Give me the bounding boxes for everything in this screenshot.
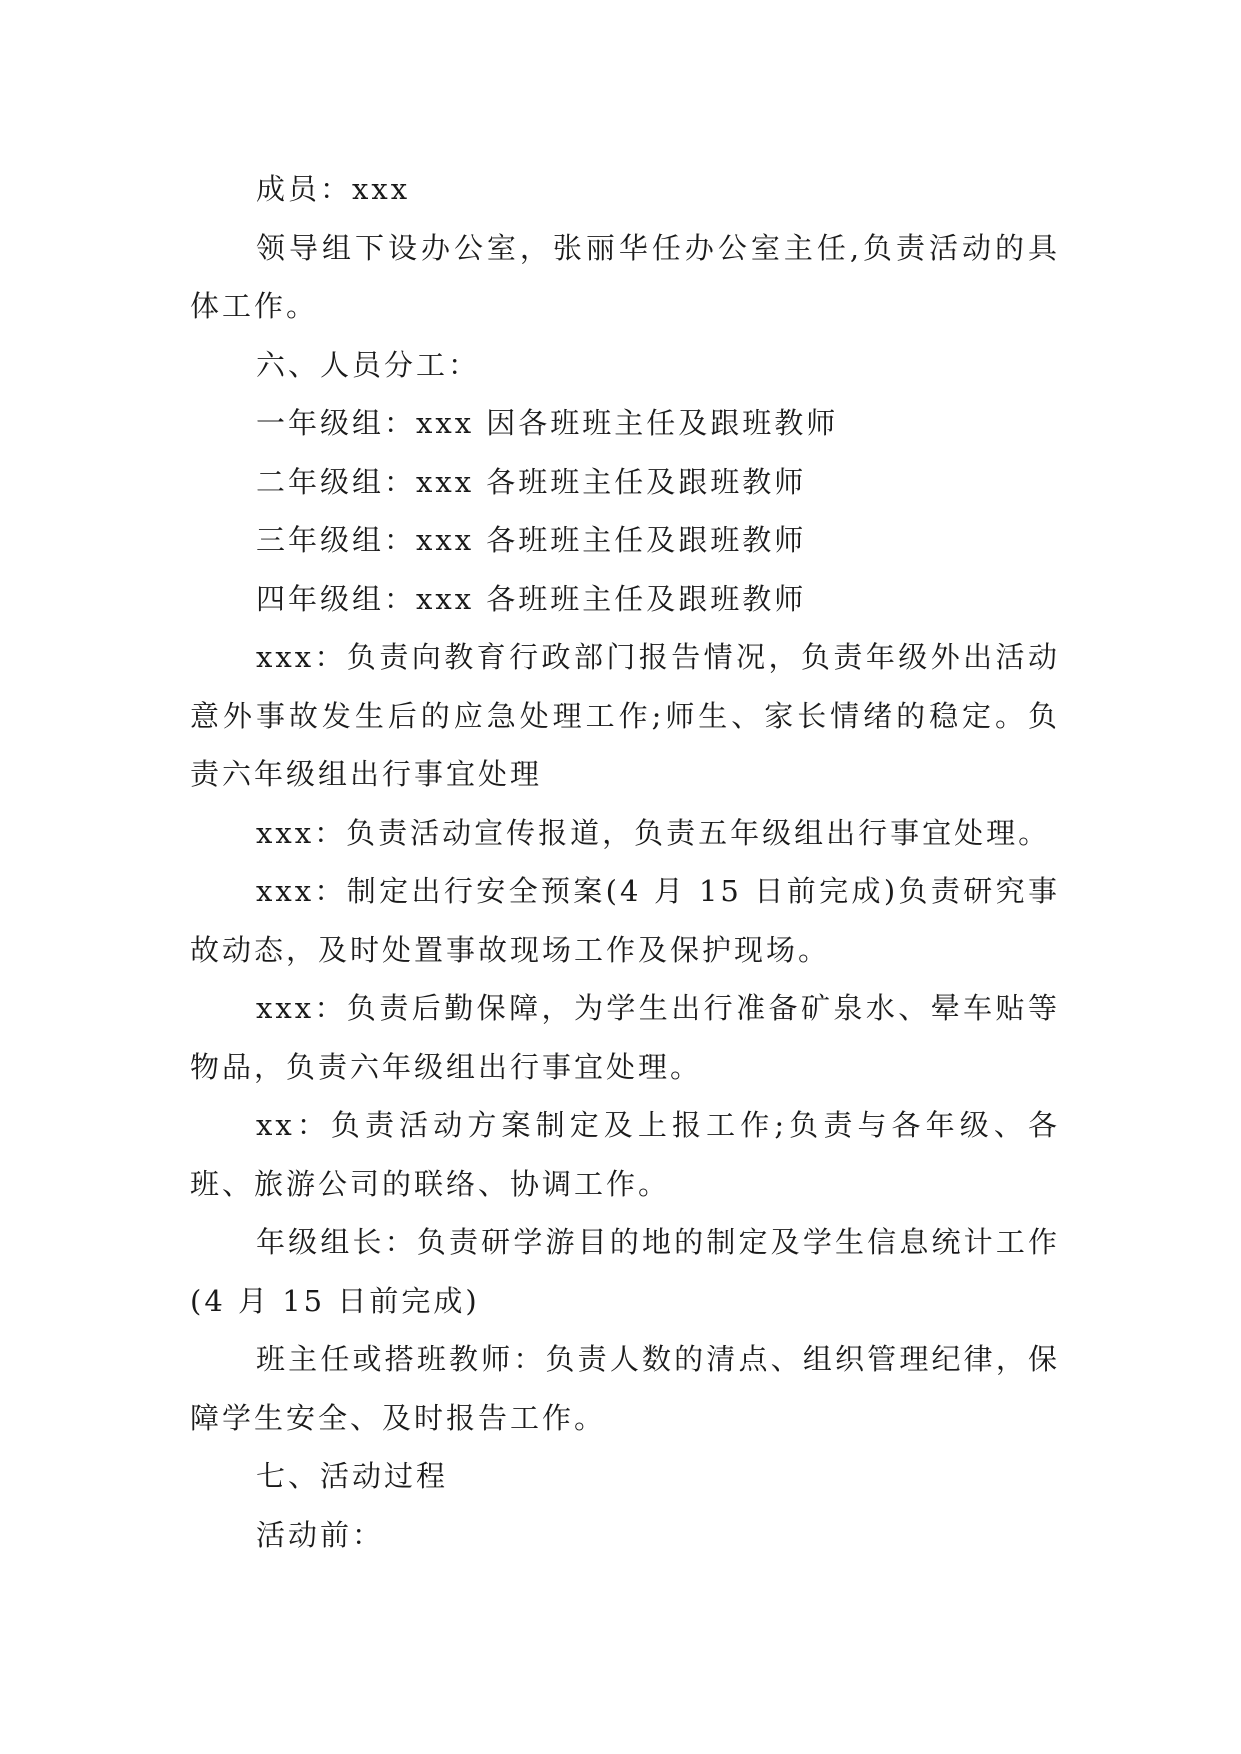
paragraph-class-teachers: 班主任或搭班教师：负责人数的清点、组织管理纪律，保障学生安全、及时报告工作。 — [190, 1342, 1060, 1435]
paragraph-duty-coordination: xx：负责活动方案制定及上报工作;负责与各年级、各班、旅游公司的联络、协调工作。 — [190, 1108, 1060, 1201]
paragraph-grade-leaders: 年级组长：负责研学游目的地的制定及学生信息统计工作(4 月 15 日前完成) — [190, 1225, 1060, 1318]
paragraph-duty-logistics: xxx：负责后勤保障，为学生出行准备矿泉水、晕车贴等物品，负责六年级组出行事宜处理。 — [190, 991, 1060, 1084]
paragraph-grade-4: 四年级组：xxx 各班班主任及跟班教师 — [256, 581, 807, 616]
section-heading-activity-process: 七、活动过程 — [256, 1459, 449, 1493]
paragraph-duty-safety-plan: xxx：制定出行安全预案(4 月 15 日前完成)负责研究事故动态，及时处置事故现场工作及保护现场。 — [190, 874, 1060, 967]
paragraph-grade-2: 二年级组：xxx 各班班主任及跟班教师 — [256, 464, 807, 499]
paragraph-duty-publicity: xxx：负责活动宣传报道，负责五年级组出行事宜处理。 — [256, 815, 1051, 850]
document-body — [190, 160, 1060, 1564]
paragraph-before-activity: 活动前： — [256, 1517, 385, 1552]
paragraph-grade-3: 三年级组：xxx 各班班主任及跟班教师 — [256, 523, 807, 557]
paragraph-duty-reporting: xxx：负责向教育行政部门报告情况，负责年级外出活动意外事故发生后的应急处理工作;师生、家长情绪的稳定。负责六年级组出行事宜处理 — [190, 640, 1060, 791]
paragraph-grade-1: 一年级组：xxx 因各班班主任及跟班教师 — [256, 406, 839, 440]
section-heading-division-of-labor: 六、人员分工： — [256, 347, 481, 382]
paragraph-office: 领导组下设办公室，张丽华任办公室主任,负责活动的具体工作。 — [190, 230, 1060, 323]
paragraph-members: 成员：xxx — [256, 172, 411, 206]
